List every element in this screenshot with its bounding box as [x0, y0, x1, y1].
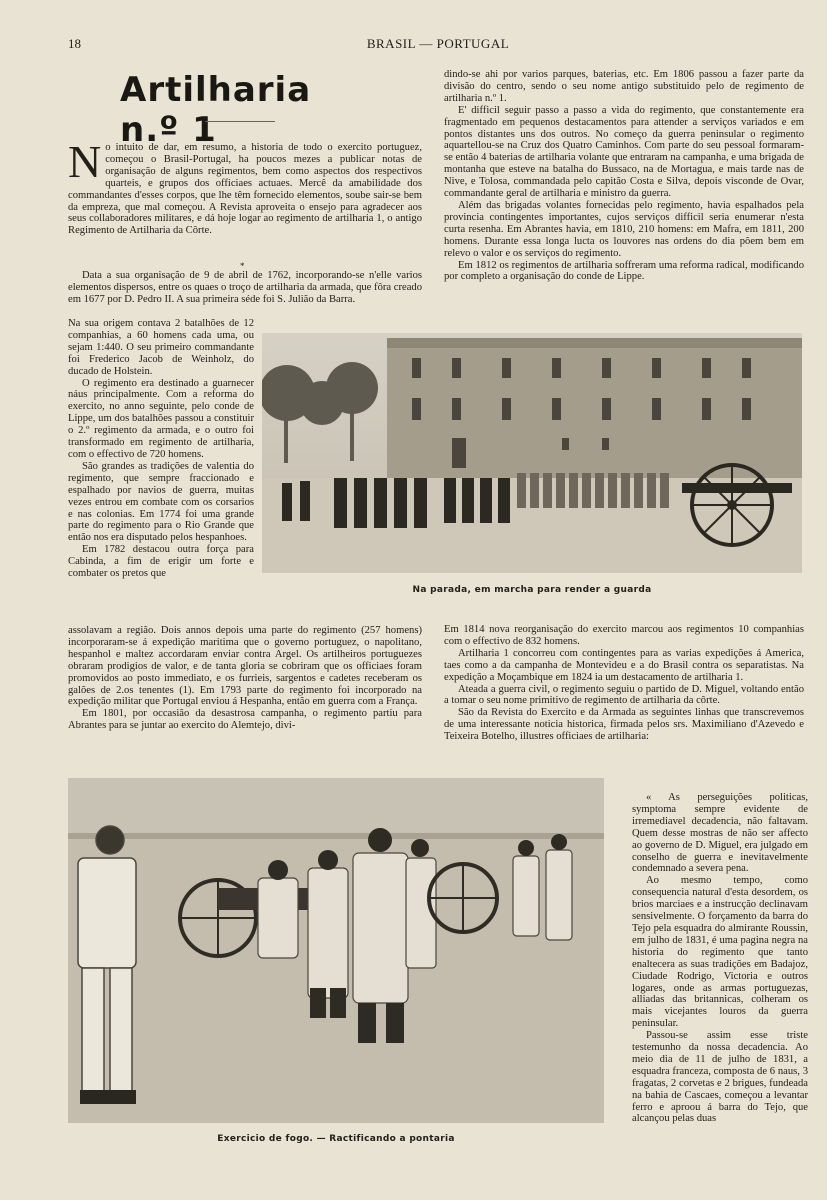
quote-column: [632, 792, 808, 1125]
right-column-top: [444, 69, 804, 283]
paragraph: Em 1782 destacou outra força para Cabinda, a fim de erigir um forte e combater os pretos que: [68, 544, 254, 580]
section-separator: *: [240, 261, 245, 271]
paragraph: assolavam a região. Dois annos depois uma parte do regimento (257 homens) incorporaram-se á expedição maritima que o governo portuguez, o napolitano, hespanhol e maltez accordaram enviar contra Argel. Os artilheiros portuguezes obraram prodigios de valor, e de tanta gloria se cobriram que os officiaes foram promovidos ao posto immediato, e os furrieis, sargentos e cadetes receberam os galões de 2.os tenentes (1). Em 1793 parte do regimento foi incorporado na expedição militar que Portugal enviou á Hespanha, então em guerra com a França.: [68, 625, 422, 708]
paragraph: Na sua origem contava 2 batalhões de 12 companhias, a 60 homens cada uma, ou sejam 1:440. O seu primeiro commandante foi Frederico Jacob de Weinholz, do ducado de Holstein.: [68, 318, 254, 377]
parade-photo-illustration: [262, 333, 802, 573]
quote-paragraph: « As perseguições politicas, symptoma sempre evidente de irremediavel decadencia, não faltavam. Quem desse mostras de não ser affecto ao governo de D. Miguel, era julgado em conselho de guerra e inevitavelmente condemnado a severa pena.: [632, 792, 808, 875]
intro-text: o intuito de dar, em resumo, a historia de todo o exercito portuguez, começou o Brasil-Portugal, ha poucos mezes a publicar notas de organisação de alguns regimentos, bem como aspectos dos respectivos quarteis, e grupos dos officiaes actuaes. Mercê da amabilidade dos commandantes d'esses corpos, que lhe têm fornecido elementos, soube sair-se bem da empreza, que mal começou. A Revista aproveita o ensejo para agradecer aos seus collaboradores militares, e dá hoje logar ao regimento de artilharia 1, o antigo Regimento de Artilharia da Côrte.: [68, 142, 422, 237]
paragraph: dindo-se ahi por varios parques, baterias, etc. Em 1806 passou a fazer parte da divisão do centro, sendo o seu nome antigo substituido pelo de regimento de artilharia n.º 1.: [444, 69, 804, 104]
firing-drill-caption: Exercicio de fogo. — Ractificando a pontaria: [217, 1134, 455, 1144]
firing-drill-illustration: [68, 778, 604, 1123]
right-column-middle: [444, 624, 804, 743]
paragraph: Em 1814 nova reorganisação do exercito marcou aos regimentos 10 companhias com o effectivo de 832 homens.: [444, 624, 804, 647]
page-number: 18: [68, 36, 81, 51]
running-title: BRASIL — PORTUGAL: [366, 36, 510, 51]
page-header: [68, 36, 808, 54]
paragraph: Em 1812 os regimentos de artilharia soffreram uma reforma radical, modificando por completo a organisação do conde de Lippe.: [444, 259, 804, 283]
drop-cap: N: [68, 136, 102, 187]
quote-paragraph: Ao mesmo tempo, como consequencia natural d'esta desordem, os brios marciaes e a instrucção declinavam sensivelmente. O forçamento da barra do Tejo pela esquadra do almirante Roussin, em julho de 1831, é uma pagina negra na historia do regimento que tanto enaltecera as suas tradições em Badajoz, Ciudade Rodrigo, Victoria e outros logares, onde as armas portuguezas, alliadas das britannicas, colheram os mais vicejantes louros da guerra peninsular.: [632, 875, 808, 1030]
article-title: Artilharia n.º 1: [120, 70, 312, 150]
left-narrow-column: [68, 318, 254, 580]
firing-drill-photo: [68, 778, 604, 1123]
paragraph: Além das brigadas volantes fornecidas pelo regimento, havia espalhados pela provincia contingentes importantes, cujos serviços difficil seria enumerar n'esta curta resenha. Em Abrantes havia, em 1810, 210 homens: em Mafra, em 1811, 200 homens. Durante essa longa lucta os louvores nas ordens do dia põem bem em relevo o valor e os serviços do regimento.: [444, 199, 804, 259]
paragraph: São grandes as tradições de valentia do regimento, que sempre fraccionado e espalhado por navios de guerra, muitas vezes entrou em combate com os corsarios e nas colonias. Em 1774 foi uma grande parte do regimento para o Rio Grande que então nos era disputado pelos hespanhoes.: [68, 460, 254, 544]
left-column-top: [68, 270, 422, 306]
parade-photo: [262, 333, 802, 573]
parade-photo-caption: Na parada, em marcha para render a guarda: [412, 585, 652, 595]
left-column-bottom: [68, 625, 422, 732]
quote-paragraph: Passou-se assim esse triste testemunho da nossa decadencia. Ao meio dia de 11 de julho de 1831, a esquadra franceza, composta de 6 naus, 3 fragatas, 2 corvetas e 2 brigues, fundeada na bahia de Cascaes, começou a levantar ferro e aproou á barra do Tejo, que alcançou pelas duas: [632, 1030, 808, 1125]
paragraph: Em 1801, por occasião da desastrosa campanha, o regimento partiu para Abrantes para se juntar ao exercito do Alemtejo, divi-: [68, 708, 422, 732]
paragraph: Ateada a guerra civil, o regimento seguiu o partido de D. Miguel, voltando então a tomar o seu nome primitivo de regimento de artilharia da côrte.: [444, 683, 804, 707]
paragraph: E' difficil seguir passo a passo a vida do regimento, que constantemente era fragmentado em pequenos destacamentos para attender a serviços variados e em pontos distantes uns dos outros. No começo da guerra peninsular o regimento aquartellou-se na Cruz dos Quatro Caminhos. Com parte do seu pessoal formaram-se então 4 baterias de artilharia volante que entraram na campanha, e uma brigada de montanha que esteve na batalha do Bussaco, na de Mortagua, e mais tarde nas de Nive, e Tolosa, commandada pelo capitão Costa e Silva, depois visconde de Ovar, commandante geral de artilharia e ministro da guerra.: [444, 104, 804, 200]
paragraph: Artilharia 1 concorreu com contingentes para as varias expedições á America, taes como a da campanha de Montevideu e a do Brasil contra os separatistas. Na expedição a Moçambique em 1824 ia um destacamento de artilharia 1.: [444, 647, 804, 683]
paragraph: São da Revista do Exercito e da Armada as seguintes linhas que transcrevemos de uma interessante noticia historica, firmada pelos srs. Maximiliano d'Azevedo e Teixeira Botelho, illustres officiaes de artilharia:: [444, 707, 804, 743]
paragraph: O regimento era destinado a guarnecer náus principalmente. Com a reforma do exercito, no anno seguinte, pelo conde de Lippe, um dos batalhões passou a constituir o 2.º regimento da armada, e o outro foi transformado em regimento de artilharia, com o effectivo de 720 homens.: [68, 377, 254, 460]
title-divider: [205, 121, 275, 122]
intro-paragraph: [68, 136, 422, 237]
paragraph: Data a sua organisação de 9 de abril de 1762, incorporando-se n'elle varios elementos dispersos, entre os quaes o troço de artilharia da armada, que fôra creado em 1677 por D. Pedro II. A sua primeira séde foi S. Julião da Barra.: [68, 270, 422, 305]
